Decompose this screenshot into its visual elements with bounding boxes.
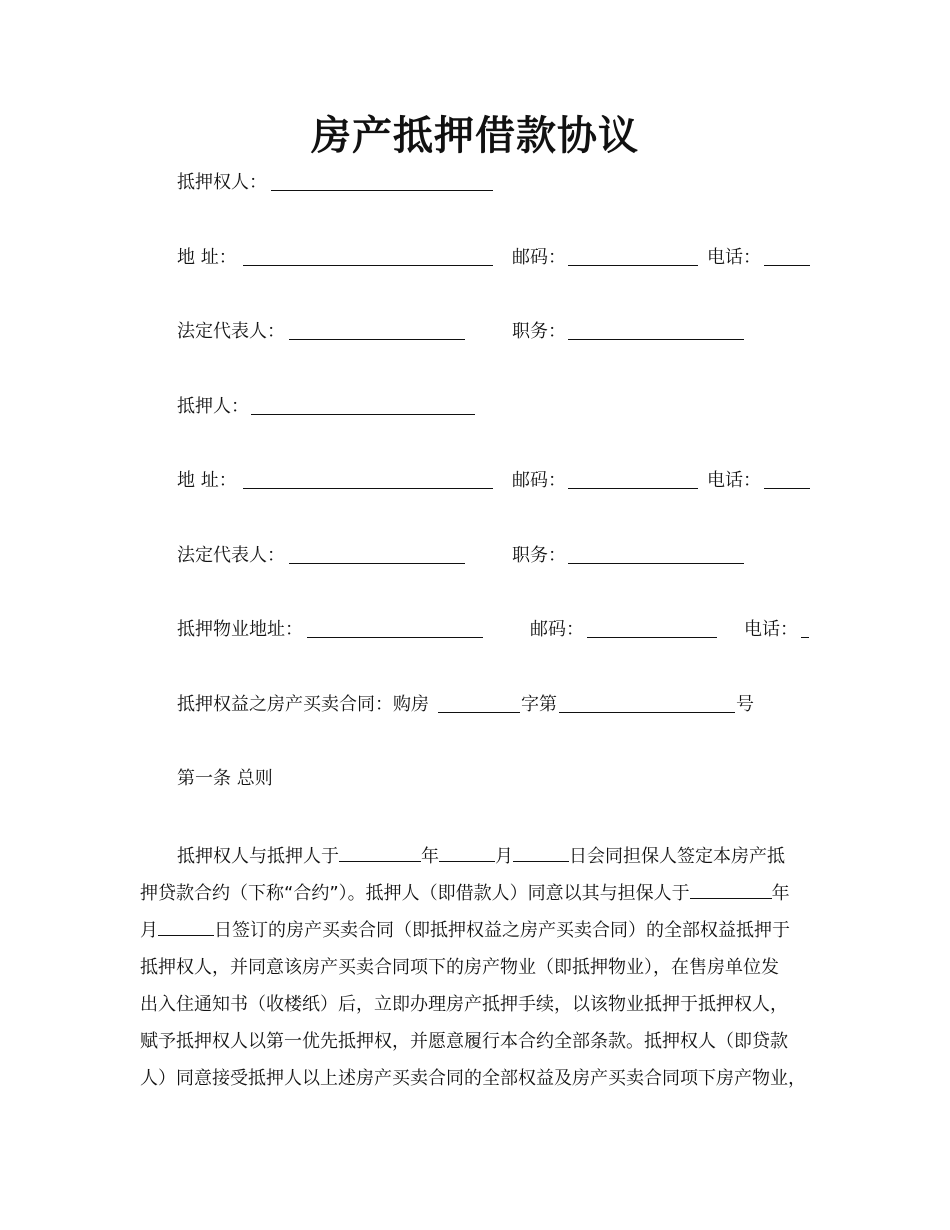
- contract-prefix: 抵押权益之房产买卖合同：购房: [177, 694, 429, 715]
- contract-number-blank[interactable]: [559, 692, 735, 721]
- paragraph-line: 赋予抵押权人以第一优先抵押权，并愿意履行本合约全部条款。抵押权人（即贷款: [140, 1031, 788, 1052]
- mortgagee-position-label: 职务：: [512, 321, 566, 342]
- p1-month-blank[interactable]: [439, 843, 495, 862]
- document-title: 房产抵押借款协议: [311, 113, 639, 159]
- contract-word-blank[interactable]: [438, 692, 520, 721]
- p1-text-a: 抵押权人与抵押人于: [177, 846, 339, 867]
- mortgagee-address-blank[interactable]: [243, 245, 493, 274]
- contract-suffix: 号: [736, 694, 754, 715]
- p3-day-blank[interactable]: [158, 917, 214, 936]
- mortgagee-position-blank[interactable]: [568, 319, 744, 348]
- mortgagor-name-label: 抵押人：: [177, 396, 249, 417]
- mortgagee-postcode-blank[interactable]: [568, 245, 698, 274]
- mortgagor-phone-blank[interactable]: [764, 468, 810, 497]
- property-address-label: 抵押物业地址：: [177, 619, 303, 640]
- mortgagee-name-label: 抵押权人：: [177, 172, 267, 193]
- p1-text-d: 日会同担保人签定本房产抵: [569, 846, 785, 867]
- mortgagor-position-label: 职务：: [512, 545, 566, 566]
- p3-text-a: 月: [140, 920, 158, 941]
- p1-day-blank[interactable]: [513, 843, 569, 862]
- mortgagee-phone-label: 电话：: [707, 247, 761, 268]
- property-phone-blank[interactable]: [801, 617, 809, 646]
- article-1-heading: 第一条 总则: [177, 768, 273, 789]
- mortgagee-address-label: 地 址：: [177, 247, 237, 268]
- mortgagor-legal-rep-label: 法定代表人：: [177, 545, 285, 566]
- mortgagor-legal-rep-blank[interactable]: [289, 543, 465, 572]
- paragraph-line: [140, 875, 812, 912]
- p2-year-blank[interactable]: [690, 880, 772, 899]
- p3-text-b: 日签订的房产买卖合同（即抵押权益之房产买卖合同）的全部权益抵押于: [214, 920, 790, 941]
- p1-year-blank[interactable]: [339, 843, 421, 862]
- p1-text-c: 月: [495, 846, 513, 867]
- mortgagee-legal-rep-label: 法定代表人：: [177, 321, 285, 342]
- mortgagor-address-blank[interactable]: [243, 468, 493, 497]
- mortgagee-postcode-label: 邮码：: [512, 247, 566, 268]
- paragraph-line: [140, 838, 812, 875]
- mortgagee-legal-rep-blank[interactable]: [289, 319, 465, 348]
- mortgagor-postcode-blank[interactable]: [568, 468, 698, 497]
- paragraph-line: 出入住通知书（收楼纸）后，立即办理房产抵押手续，以该物业抵押于抵押权人，: [140, 994, 788, 1015]
- article-1-paragraph: [140, 838, 812, 1097]
- mortgagor-address-label: 地 址：: [177, 470, 237, 491]
- paragraph-line: 抵押权人，并同意该房产买卖合同项下的房产物业（即抵押物业），在售房单位发: [140, 957, 779, 978]
- mortgagor-postcode-label: 邮码：: [512, 470, 566, 491]
- paragraph-line: [140, 912, 812, 949]
- mortgagor-phone-label: 电话：: [707, 470, 761, 491]
- property-phone-label: 电话：: [744, 619, 798, 640]
- mortgagee-phone-blank[interactable]: [764, 245, 810, 274]
- mortgagor-name-blank[interactable]: [251, 394, 475, 423]
- property-address-blank[interactable]: [307, 617, 483, 646]
- p2-text-b: 年: [771, 883, 790, 904]
- property-postcode-label: 邮码：: [530, 619, 584, 640]
- mortgagee-name-blank[interactable]: [271, 170, 493, 199]
- p1-text-b: 年: [421, 846, 439, 867]
- contract-middle: 字第: [521, 694, 557, 715]
- p2-text-a: 押贷款合约（下称“合约”）。抵押人（即借款人）同意以其与担保人于: [140, 883, 690, 904]
- mortgagor-position-blank[interactable]: [568, 543, 744, 572]
- property-postcode-blank[interactable]: [587, 617, 717, 646]
- paragraph-line: 人）同意接受抵押人以上述房产买卖合同的全部权益及房产买卖合同项下房产物业，: [140, 1068, 806, 1089]
